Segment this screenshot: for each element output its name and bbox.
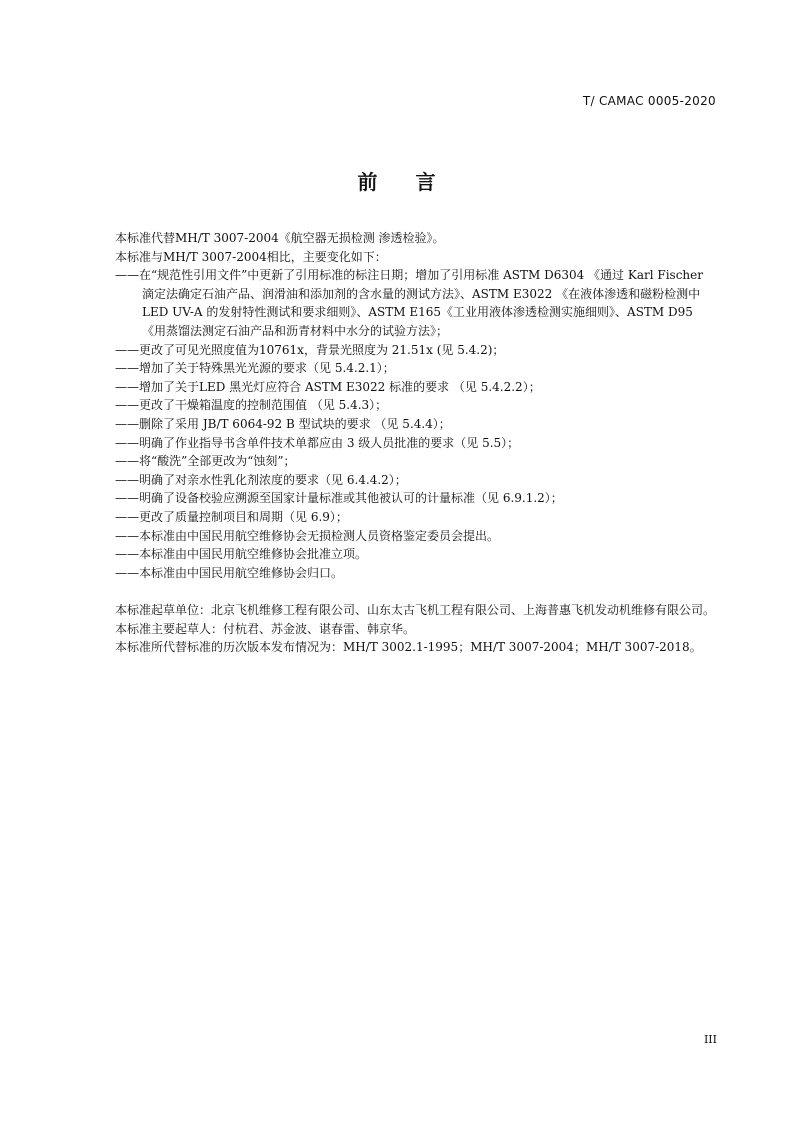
change-item: ——增加了关于特殊黑光光源的要求（见 5.4.2.1）；: [115, 361, 395, 376]
changes-lead: 本标准与MH/T 3007-2004相比，主要变化如下：: [115, 249, 387, 264]
page-number: III: [703, 1033, 717, 1046]
change-item: ——删除了采用 JB/T 6064-92 B 型试块的要求 （见 5.4.4）；: [115, 416, 451, 431]
drafting-units: 本标准起草单位：北京飞机维修工程有限公司、山东太古飞机工程有限公司、上海普惠飞机发动机维修有限公司。: [115, 603, 716, 618]
change-item: ——本标准由中国民用航空维修协会归口。: [115, 565, 344, 580]
change-item: ——明确了作业指导书含单件技术单都应由 3 级人员批准的要求（见 5.5）；: [115, 435, 520, 450]
change-item: ——明确了对亲水性乳化剂浓度的要求（见 6.4.4.2）；: [115, 472, 407, 487]
change-item: ——更改了干燥箱温度的控制范围值 （见 5.4.3）；: [115, 398, 388, 413]
change-item: ——明确了设备校验应溯源至国家计量标准或其他被认可的计量标准（见 6.9.1.2）；: [115, 491, 563, 506]
standard-code: T/ CAMAC 0005-2020: [582, 94, 716, 108]
foreword-body: [78, 229, 718, 657]
change-item: ——更改了质量控制项目和周期（见 6.9）；: [115, 509, 348, 524]
page-title: [0, 166, 793, 195]
replaces-statement: 本标准代替MH/T 3007-2004《航空器无损检测 渗透检验》。: [115, 231, 445, 245]
change-item: ——增加了关于LED 黑光灯应符合 ASTM E3022 标准的要求 （见 5.4.2.2）；: [115, 379, 541, 394]
change-item: ——本标准由中国民用航空维修协会无损检测人员资格鉴定委员会提出。: [115, 528, 500, 543]
change-item: ——更改了可见光照度值为10761x，背景光照度为 21.51x (见 5.4.2)；: [115, 342, 505, 357]
change-item: ——本标准由中国民用航空维修协会批准立项。: [115, 547, 368, 562]
title-char-1: 前: [357, 170, 378, 194]
change-item: ——在“规范性引用文件”中更新了引用标准的标注日期；增加了引用标准 ASTM D6304 《通过 Karl Fischer 滴定法确定石油产品、润滑油和添加剂的含水量的测试方法》、ASTM E3022 《在液体渗透和磁粉检测中 LED UV-A 的发射特性测试和要求细则》、ASTM E165《工业用液体渗透检测实施细则》、ASTM D95 《用蒸馏法测定石油产品和沥青材料中水分的试验方法》；: [115, 268, 703, 338]
version-history: 本标准所代替标准的历次版本发布情况为：MH/T 3002.1-1995；MH/T 3007-2004；MH/T 3007-2018。: [115, 640, 702, 655]
drafters: 本标准主要起草人：付杭君、苏金波、谌春雷、韩京华。: [115, 621, 416, 636]
change-item: ——将“酸洗”全部更改为“蚀刻”；: [115, 454, 296, 469]
title-char-2: 言: [415, 170, 436, 194]
